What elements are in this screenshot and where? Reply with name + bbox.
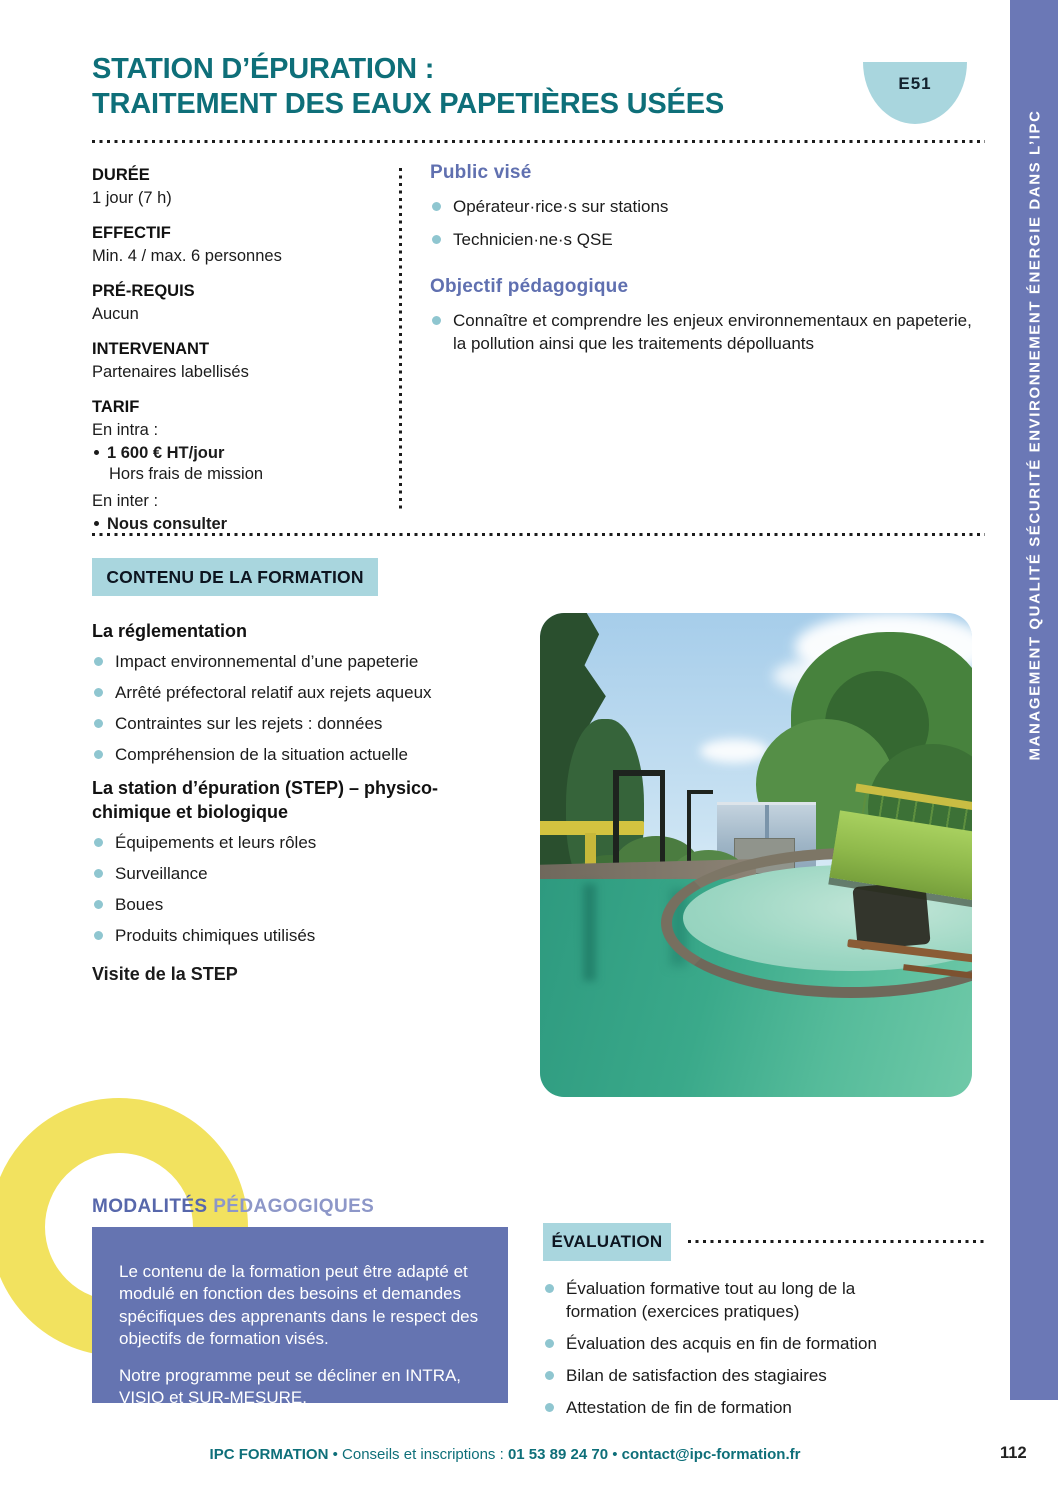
list-item (92, 651, 544, 674)
list-item (543, 1365, 993, 1388)
audience-item: Technicien·ne·s QSE (453, 229, 613, 249)
list-item (430, 310, 982, 356)
headcount-value: Min. 4 / max. 6 personnes (92, 247, 282, 265)
evaluation-section-label: ÉVALUATION (551, 1232, 663, 1251)
treatment-plant-photo (540, 613, 972, 1097)
footer-email-link[interactable]: contact@ipc-formation.fr (621, 1446, 801, 1463)
course-facts-column (92, 166, 392, 536)
bullet-dot-icon (545, 1371, 554, 1380)
bullet-dot-icon (94, 931, 103, 940)
photo-frame-post (660, 770, 665, 872)
content-item: Impact environnemental d’une papeterie (115, 652, 419, 672)
category-side-band (1010, 0, 1058, 1400)
price-intra-item (92, 444, 392, 463)
content-section-header (92, 558, 378, 596)
price-inter-value: Nous consulter (107, 515, 228, 533)
content-subheading: La station d’épuration (STEP) – physico-chimique et biologique (92, 778, 439, 822)
evaluation-item: Évaluation formative tout au long de la formation (exercices pratiques) (566, 1279, 856, 1321)
bullet-dot-icon (432, 235, 441, 244)
list-item (92, 713, 544, 736)
list-item (92, 832, 544, 855)
course-code-badge (863, 62, 967, 124)
list-item (92, 744, 544, 767)
bullet-dot-icon (94, 838, 103, 847)
modalities-paragraph: Le contenu de la formation peut être adapté et modulé en fonction des besoins et demandes spécifiques des apprenants dans le respect des objectifs de formation visés. (119, 1262, 479, 1349)
list-item (430, 229, 982, 252)
evaluation-item: Attestation de fin de formation (566, 1397, 792, 1417)
bullet-dot-icon (94, 750, 103, 759)
list-item (92, 894, 544, 917)
content-closing-heading: Visite de la STEP (92, 963, 238, 984)
footer-separator: • (612, 1446, 618, 1463)
duration-label: DURÉE (92, 166, 150, 184)
content-item: Surveillance (115, 863, 208, 883)
price-intra-note: Hors frais de mission (109, 465, 264, 483)
content-subheading: La réglementation (92, 621, 248, 641)
list-item (92, 863, 544, 886)
list-item (430, 196, 982, 219)
bullet-dot-icon (432, 202, 441, 211)
audience-objective-column (430, 162, 982, 366)
bullet-dot-icon (94, 900, 103, 909)
bullet-dot-icon (545, 1284, 554, 1293)
bullet-dot-icon (432, 316, 441, 325)
bullet-dot-icon (94, 450, 99, 455)
footer-contact-text: Conseils et inscriptions : (342, 1446, 504, 1463)
list-item (543, 1333, 993, 1356)
objective-item: Connaître et comprendre les enjeux environnementaux en papeterie, la pollution ainsi que les traitements dépolluants (453, 310, 972, 353)
prerequisite-label: PRÉ-REQUIS (92, 282, 195, 300)
price-intra-label: En intra : (92, 421, 159, 439)
photo-frame-post (687, 790, 713, 794)
trainer-label: INTERVENANT (92, 340, 210, 358)
price-label: TARIF (92, 398, 140, 416)
dotted-divider-top (92, 140, 985, 143)
page-number: 112 (1000, 1444, 1027, 1462)
modalities-heading-light: PÉDAGOGIQUES (213, 1196, 375, 1217)
audience-item: Opérateur·rice·s sur stations (453, 197, 669, 216)
prerequisite-value: Aucun (92, 305, 139, 323)
page-title-line1: STATION D’ÉPURATION : (92, 53, 435, 85)
bullet-dot-icon (94, 869, 103, 878)
bullet-dot-icon (94, 688, 103, 697)
list-item (543, 1397, 993, 1420)
bullet-dot-icon (545, 1403, 554, 1412)
content-item: Équipements et leurs rôles (115, 832, 317, 852)
dotted-divider-evaluation (688, 1240, 988, 1243)
evaluation-list (543, 1278, 993, 1429)
price-intra-value: 1 600 € HT/jour (107, 444, 225, 462)
content-item: Produits chimiques utilisés (115, 925, 316, 945)
bullet-dot-icon (545, 1339, 554, 1348)
photo-frame-post (687, 790, 691, 872)
modalities-box (92, 1227, 508, 1408)
content-item: Boues (115, 894, 164, 914)
price-inter-label: En inter : (92, 492, 159, 510)
bullet-dot-icon (94, 657, 103, 666)
content-list (92, 610, 544, 985)
evaluation-item: Évaluation des acquis en fin de formation (566, 1333, 877, 1353)
footer-separator: • (332, 1446, 338, 1463)
footer-phone: 01 53 89 24 70 (507, 1446, 609, 1463)
content-item: Compréhension de la situation actuelle (115, 745, 408, 765)
bullet-dot-icon (94, 521, 99, 526)
headcount-label: EFFECTIF (92, 224, 171, 242)
list-item (92, 682, 544, 705)
footer-brand: IPC FORMATION (209, 1446, 329, 1463)
photo-cloud (700, 739, 769, 763)
objective-heading: Objectif pédagogique (430, 275, 629, 297)
page-title (92, 52, 852, 122)
photo-water-reflection (583, 884, 596, 981)
list-item (543, 1278, 993, 1324)
evaluation-section-header (543, 1223, 671, 1261)
trainer-value: Partenaires labellisés (92, 363, 249, 381)
photo-frame-post (613, 770, 619, 872)
modalities-heading-strong: MODALITÉS (92, 1196, 208, 1217)
content-item: Arrêté préfectoral relatif aux rejets aqueux (115, 683, 432, 703)
content-section-label: CONTENU DE LA FORMATION (106, 566, 364, 587)
duration-value: 1 jour (7 h) (92, 189, 172, 207)
content-item: Contraintes sur les rejets : données (115, 714, 383, 734)
page-title-line2: TRAITEMENT DES EAUX PAPETIÈRES USÉES (92, 87, 724, 120)
photo-frame-post (613, 770, 665, 775)
bullet-dot-icon (94, 719, 103, 728)
footer (0, 1446, 1010, 1463)
price-inter-item (92, 515, 392, 534)
audience-heading: Public visé (430, 162, 532, 183)
evaluation-item: Bilan de satisfaction des stagiaires (566, 1365, 827, 1385)
list-item (92, 925, 544, 948)
dotted-divider-vertical (399, 168, 402, 513)
dotted-divider-middle (92, 533, 985, 536)
modalities-heading (92, 1196, 374, 1218)
course-code: E51 (898, 74, 932, 93)
modalities-paragraph: Notre programme peut se décliner en INTRA, VISIO et SUR-MESURE. (119, 1365, 462, 1408)
category-band-label: MANAGEMENT QUALITÉ SÉCURITÉ ENVIRONNEMENT ÉNERGIE DANS L’IPC (1026, 109, 1044, 761)
